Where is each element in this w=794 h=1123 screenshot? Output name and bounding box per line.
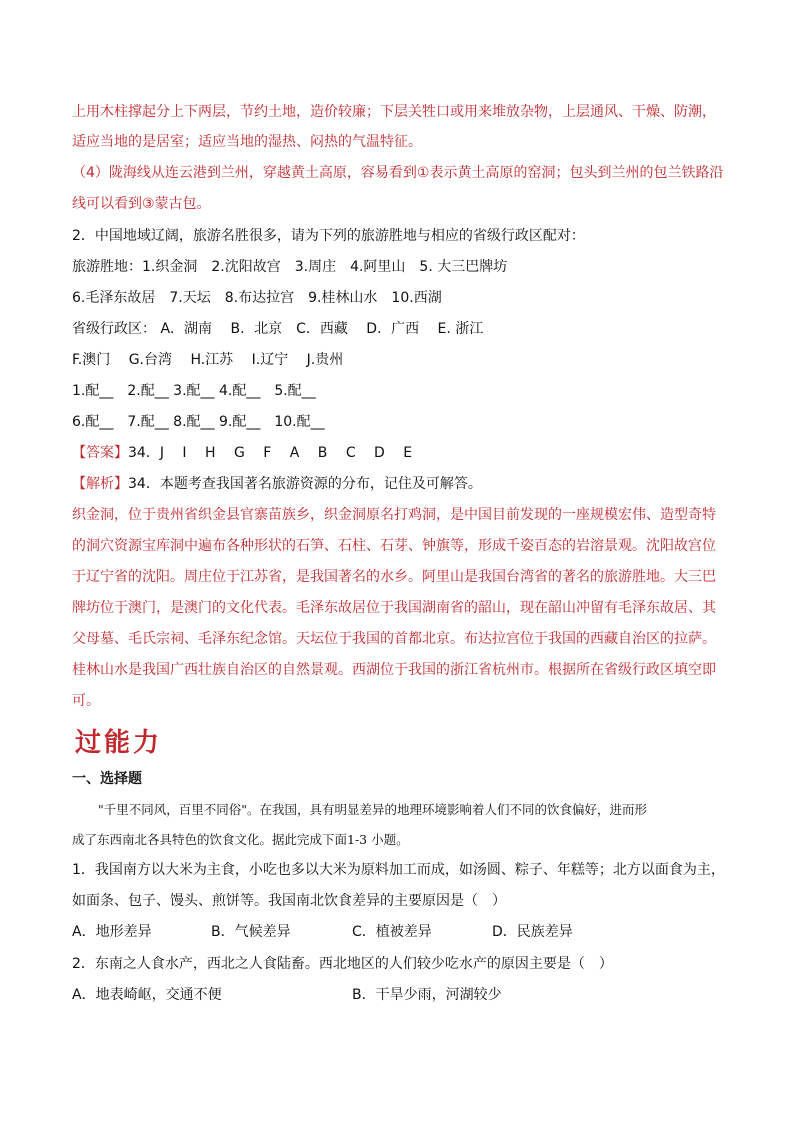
- question-1-option-a: A．地形差异: [72, 924, 152, 940]
- answer-continuation-line-1: 上用木柱撑起分上下两层，节约土地，造价较廉；下层关牲口或用来堆放杂物，上层通风、干燥、防潮，: [72, 104, 716, 120]
- section-subtitle: 一、选择题: [72, 771, 142, 787]
- match-blanks-line-2: 6.配__ 7.配__ 8.配__ 9.配__ 10.配__: [72, 414, 325, 430]
- answer-tag: 【答案】: [72, 445, 128, 461]
- question-1-line-1: 1．我国南方以大米为主食，小吃也多以大米为原料加工而成，如汤圆、粽子、年糕等；北方以面食为主，: [72, 862, 725, 878]
- answer-text: 34．J I H G F A B C D E: [128, 445, 413, 461]
- question-1-line-2: 如面条、包子、馒头、煎饼等。我国南北饮食差异的主要原因是（ ）: [72, 893, 506, 909]
- provinces-line-2: F.澳门 G.台湾 H.江苏 I.辽宁 J.贵州: [72, 352, 344, 368]
- question-1-option-b: B．气候差异: [211, 924, 291, 940]
- scenic-spots-line-1: 旅游胜地：1.织金洞 2.沈阳故宫 3.周庄 4.阿里山 5. 大三巴牌坊: [72, 259, 508, 275]
- analysis-text-line-1: 织金洞，位于贵州省织金县官寨苗族乡，织金洞原名打鸡洞，是中国目前发现的一座规模宏伟、造型奇特: [72, 507, 716, 523]
- answer-continuation-line-2: 适应当地的是居室；适应当地的湿热、闷热的气温特征。: [72, 134, 422, 150]
- analysis-text-line-7: 可。: [72, 693, 100, 709]
- scenic-spots-line-2: 6.毛泽东故居 7.天坛 8.布达拉宫 9.桂林山水 10.西湖: [72, 290, 442, 306]
- analysis-text-line-5: 父母墓、毛氏宗祠、毛泽东纪念馆。天坛位于我国的首都北京。布达拉宫位于我国的西藏自治区的拉萨。: [72, 631, 716, 647]
- analysis-first: 34．本题考查我国著名旅游资源的分布，记住及可解答。: [128, 476, 482, 492]
- question-2-stem: 2．中国地域辽阔，旅游名胜很多，请为下列的旅游胜地与相应的省级行政区配对：: [72, 228, 585, 244]
- analysis-text-line-2: 的洞穴资源宝库洞中遍布各种形状的石笋、石柱、石芽、钟旗等，形成千姿百态的岩溶景观。沈阳故宫位: [72, 538, 716, 554]
- intro-line-2: 成了东西南北各具特色的饮食文化。据此完成下面1-3 小题。: [72, 832, 409, 847]
- question-2-option-a: A．地表崎岖，交通不便: [72, 987, 222, 1003]
- question-2-option-b: B．干旱少雨，河湖较少: [352, 987, 502, 1003]
- answer-continuation-line-3: （4）陇海线从连云港到兰州，穿越黄土高原，容易看到①表示黄土高原的窑洞；包头到兰州的包兰铁路沿: [72, 165, 724, 181]
- question-1-option-d: D．民族差异: [492, 924, 573, 940]
- analysis-tag: 【解析】: [72, 476, 128, 492]
- analysis-line: [72, 474, 482, 494]
- question-1-option-c: C．植被差异: [352, 924, 432, 940]
- answer-continuation-line-4: 线可以看到③蒙古包。: [72, 196, 211, 212]
- question-2-line: 2．东南之人食水产，西北之人食陆畜。西北地区的人们较少吃水产的原因主要是（ ）: [72, 956, 613, 972]
- match-blanks-line-1: 1.配__ 2.配__ 3.配__ 4.配__ 5.配__: [72, 383, 316, 399]
- analysis-text-line-6: 桂林山水是我国广西壮族自治区的自然景观。西湖位于我国的浙江省杭州市。根据所在省级行政区填空即: [72, 662, 716, 678]
- intro-line-1: "千里不同风，百里不同俗"。在我国，具有明显差异的地理环境影响着人们不同的饮食偏好，进而形: [98, 802, 648, 817]
- section-title: 过能力: [75, 728, 163, 758]
- analysis-text-line-4: 牌坊位于澳门，是澳门的文化代表。毛泽东故居位于我国湖南省的韶山，现在韶山冲留有毛泽东故居、其: [72, 600, 716, 616]
- analysis-text-line-3: 于辽宁省的沈阳。周庄位于江苏省，是我国著名的水乡。阿里山是我国台湾省的著名的旅游胜地。大三巴: [72, 569, 716, 585]
- answer-line: [72, 443, 412, 463]
- provinces-line-1: 省级行政区： A．湖南 B．北京 C．西藏 D．广西 E. 浙江: [72, 321, 484, 337]
